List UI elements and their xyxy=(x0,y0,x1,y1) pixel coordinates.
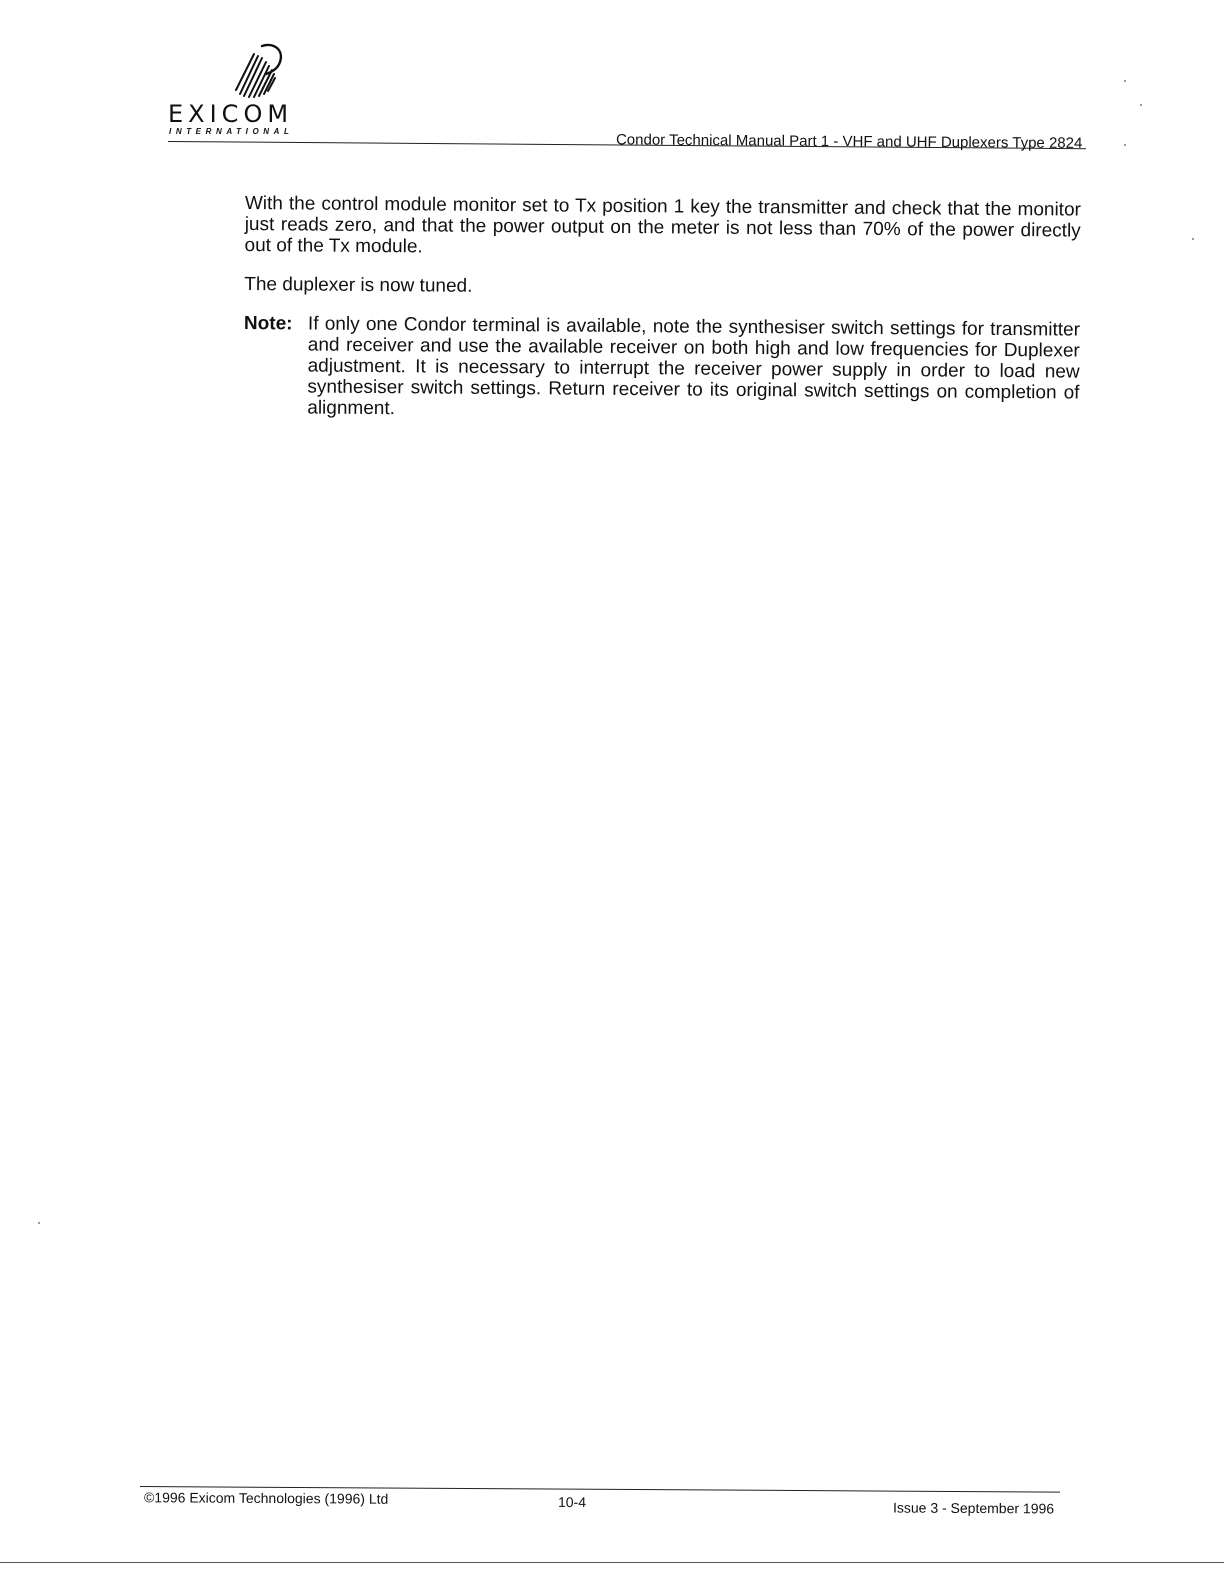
scan-speck xyxy=(1124,80,1126,82)
page-content xyxy=(243,193,1081,425)
note-text: If only one Condor terminal is available, note the synthesiser switch settings for transmitter and receiver and use the available receiver on both high and low frequencies for Duplexer adjustment. It is necessary to interrupt the receiver power supply in order to load new synthesiser switch settings. Return receiver to its original switch settings on completion of alignment. xyxy=(307,313,1081,420)
footer-copyright: ©1996 Exicom Technologies (1996) Ltd xyxy=(143,1489,389,1507)
logo-wordmark: EXICOM xyxy=(168,100,294,128)
instruction-paragraph: With the control module monitor set to Tx position 1 key the transmitter and check that the monitor just reads zero, and that the power output on the meter is not less than 70% of the power directly out of the Tx module. xyxy=(244,193,1081,258)
page-footer xyxy=(140,1476,1060,1526)
scan-edge-line xyxy=(0,1562,1224,1563)
issue-date: Issue 3 - September 1996 xyxy=(892,1499,1055,1517)
scan-speck xyxy=(1124,144,1126,146)
logo-subtext: INTERNATIONAL xyxy=(169,127,294,136)
status-paragraph: The duplexer is now tuned. xyxy=(244,273,473,297)
scan-speck xyxy=(38,1222,40,1224)
note-label: Note: xyxy=(243,312,293,335)
scan-speck xyxy=(1140,104,1142,106)
manual-title: Condor Technical Manual Part 1 - VHF and UHF Duplexers Type 2824 xyxy=(615,131,1083,152)
exicom-logo xyxy=(168,40,338,144)
note-block xyxy=(243,313,1080,425)
scan-speck xyxy=(1192,238,1194,240)
page-header xyxy=(168,40,1086,160)
satellite-logo-icon xyxy=(218,40,288,102)
page-number: 10-4 xyxy=(557,1493,587,1511)
